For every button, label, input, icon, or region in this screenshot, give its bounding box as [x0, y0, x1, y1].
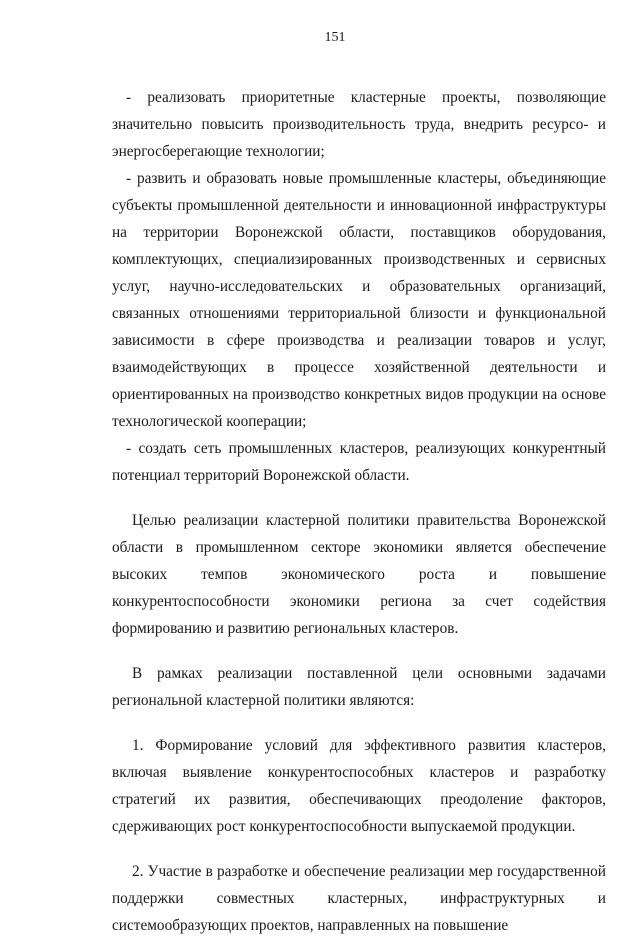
paragraph-bullet-1: - реализовать приоритетные кластерные проекты, позволяющие значительно повысить производительность труда, внедрить ресурсо- и энергосберегающие технологии;	[112, 89, 606, 160]
paragraph-task-2: 2. Участие в разработке и обеспечение реализации мер государственной поддержки совместных кластерных, инфраструктурных и системообразующих проектов, направленных на повышение	[112, 863, 606, 934]
paragraph-tasks-intro: В рамках реализации поставленной цели основными задачами региональной кластерной политики являются:	[112, 665, 606, 709]
paragraph-task-1: 1. Формирование условий для эффективного развития кластеров, включая выявление конкурентоспособных кластеров и разработку стратегий их развития, обеспечивающих преодоление факторов, сдерживающих рост конкурентоспособности выпускаемой продукции.	[112, 737, 606, 835]
document-body	[112, 84, 606, 939]
paragraph-bullet-3: - создать сеть промышленных кластеров, реализующих конкурентный потенциал территорий Воронежской области.	[112, 440, 606, 484]
paragraph-goal: Целью реализации кластерной политики правительства Воронежской области в промышленном секторе экономики является обеспечение высоких темпов экономического роста и повышение конкурентоспособности экономики региона за счет содействия формированию и развитию региональных кластеров.	[112, 512, 606, 637]
page-number: 151	[324, 30, 346, 45]
paragraph-bullet-2: - развить и образовать новые промышленные кластеры, объединяющие субъекты промышленной деятельности и инновационной инфраструктуры на территории Воронежской области, поставщиков оборудования, комплектующих, специализированных производственных и сервисных услуг, научно-исследовательских и образовательных организаций, связанных отношениями территориальной близости и функциональной зависимости в сфере производства и реализации товаров и услуг, взаимодействующих в процессе хозяйственной деятельности и ориентированных на производство конкретных видов продукции на основе технологической кооперации;	[112, 170, 606, 430]
